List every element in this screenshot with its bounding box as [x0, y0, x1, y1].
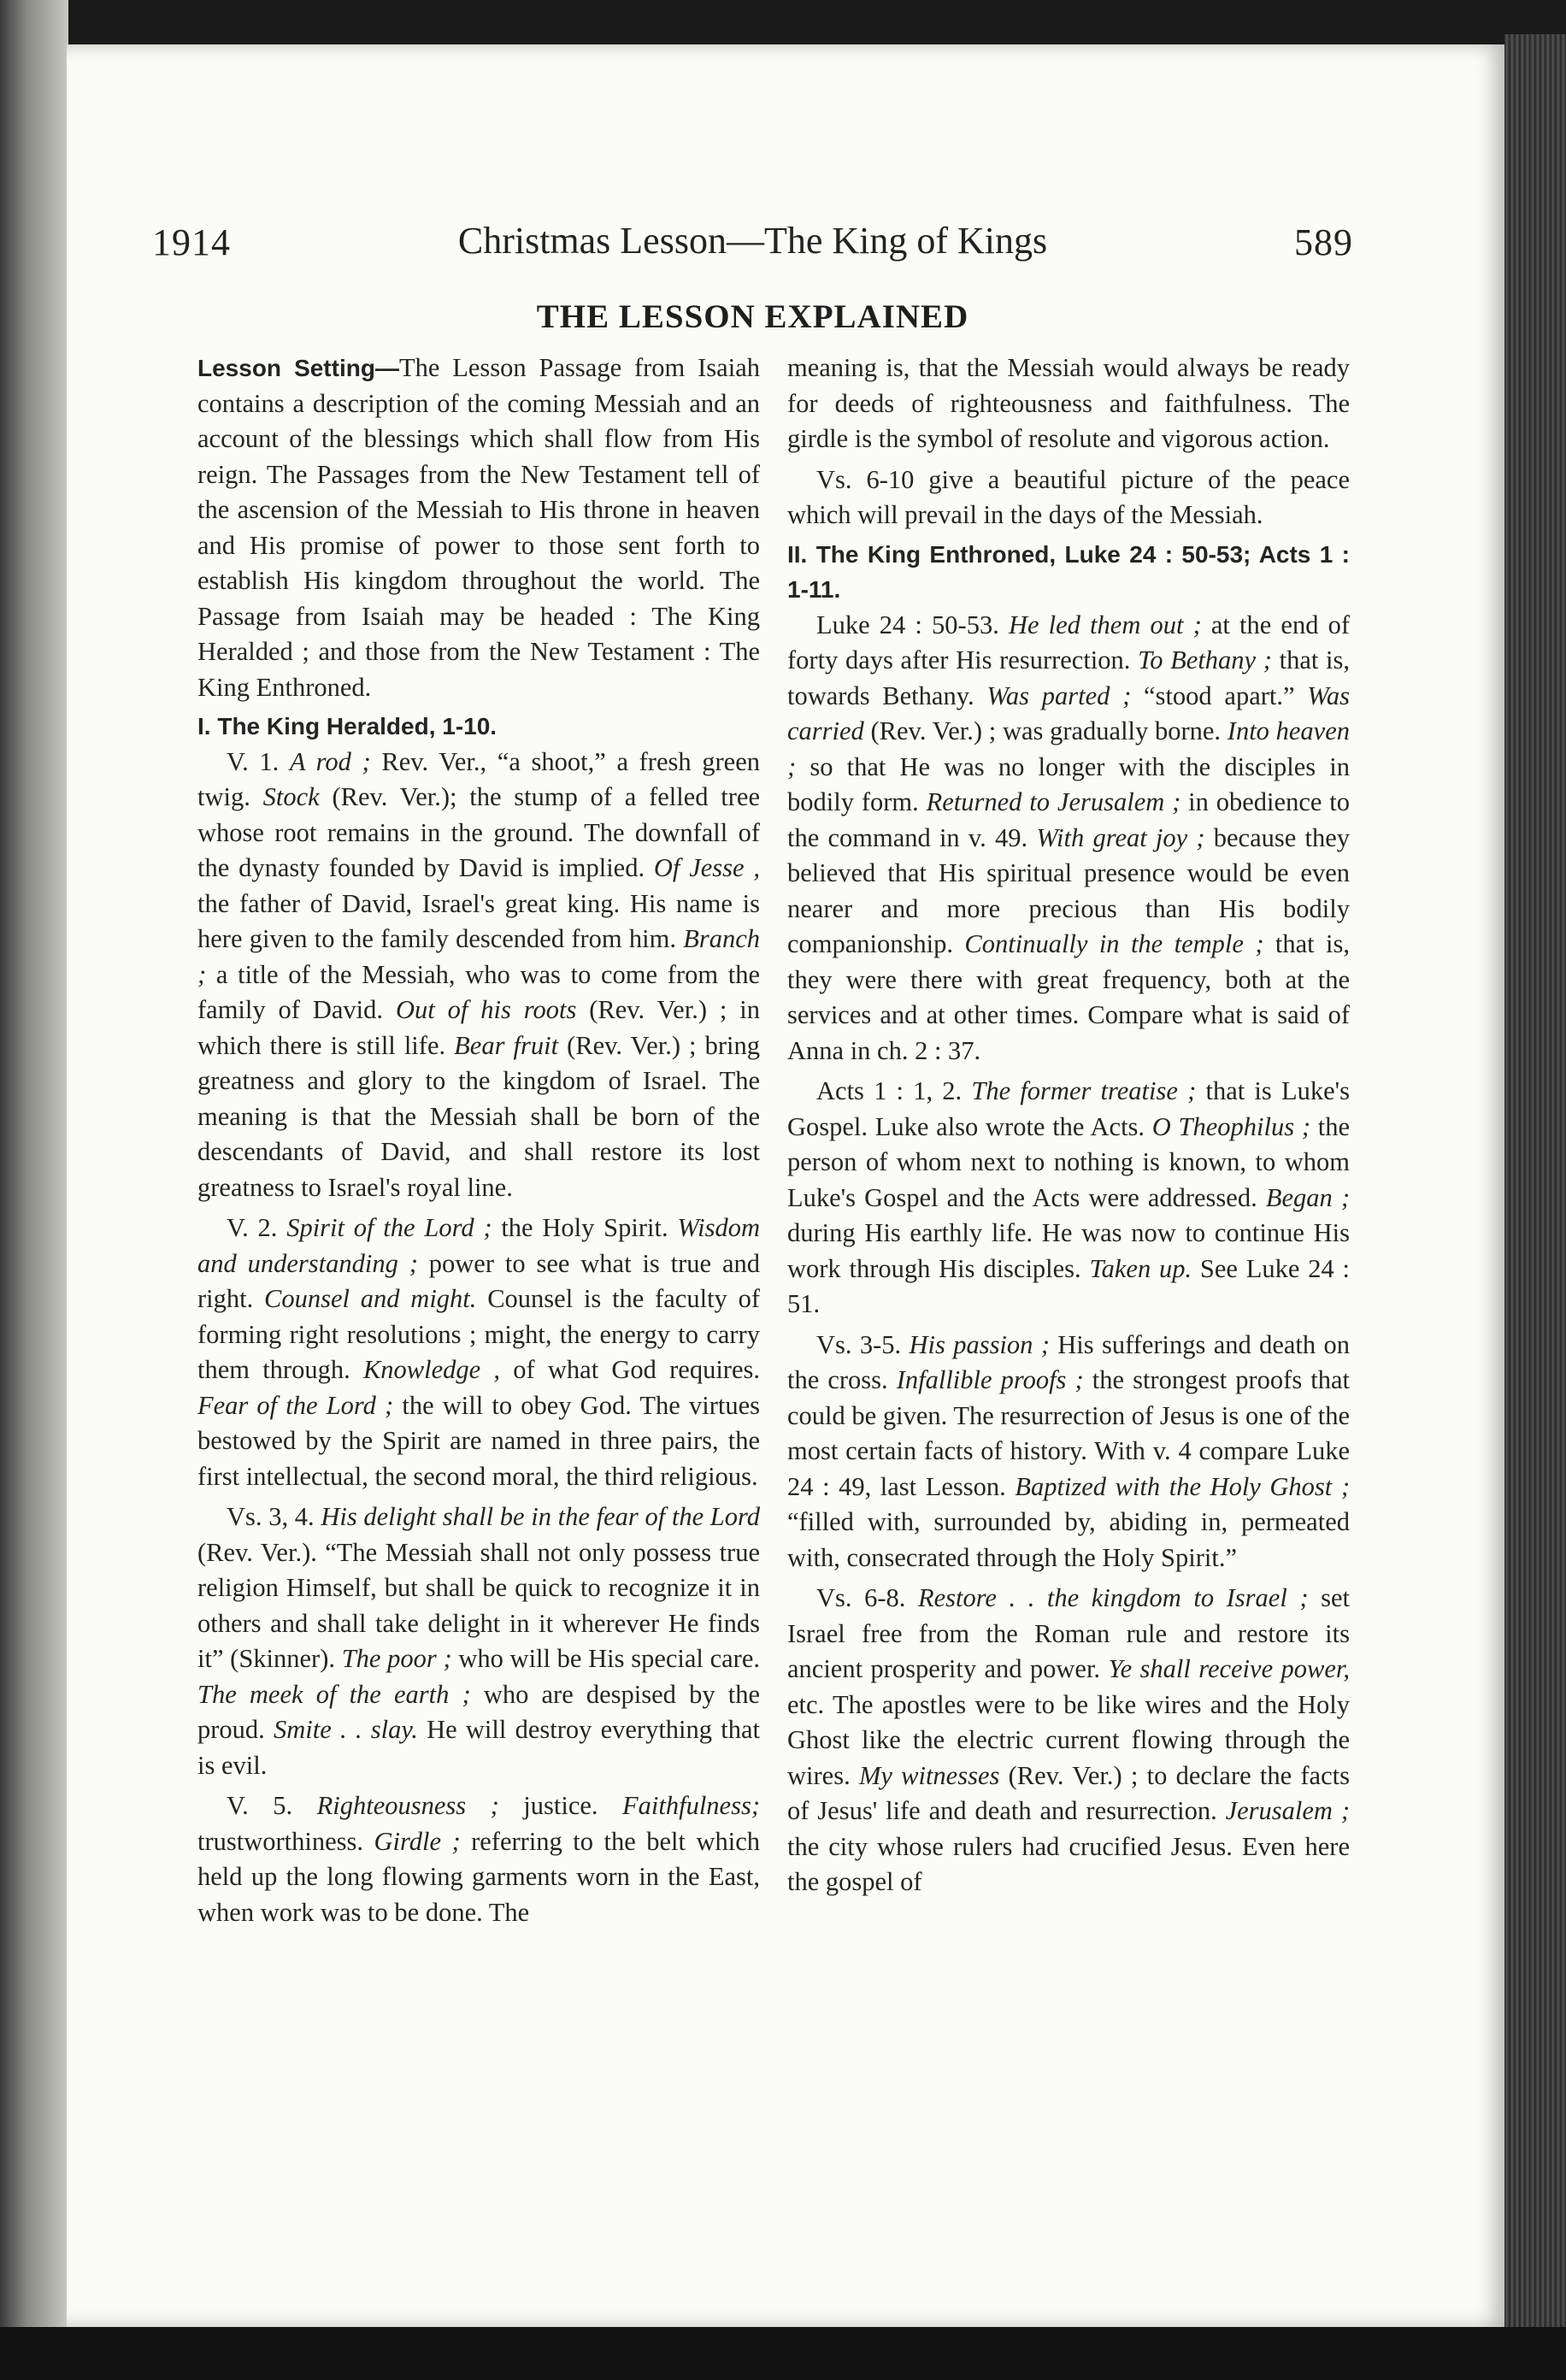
header-title: Christmas Lesson—The King of Kings [457, 220, 1048, 262]
page-edge [1504, 34, 1566, 2342]
luke-24-50-53: Luke 24 : 50-53. He led them out ; at the end of forty days after His resurrection. To Bethany ; that is, towards Bethany. Was parted ; “stood apart.” Was carried (Rev. Ver.) ; was gradually borne. Into heaven ; so that He was no longer with the disciples in bodily form. Returned to Jerusalem ; in obedience to the command in v. 49. With great joy ; because they believed that His spiritual presence would be even nearer and more precious than His bodily companionship. Continually in the temple ; that is, they were there with great frequency, both at the services and at other times. Compare what is said of Anna in ch. 2 : 37. [787, 610, 1350, 1065]
page-number: 589 [1294, 221, 1353, 263]
binding-gutter [0, 0, 68, 2380]
section-title: THE LESSON EXPLAINED [536, 298, 969, 335]
acts-1-1-2: Acts 1 : 1, 2. The former treatise ; that is Luke's Gospel. Luke also wrote the Acts. O Theophilus ; the person of whom next to nothing is known, to whom Luke's Gospel and the Acts were addressed. Began ; during His earthly life. He was now to continue His work through His disciples. Taken up. See Luke 24 : 51. [787, 1076, 1351, 1318]
verses-6-10: Vs. 6-10 give a beautiful picture of the peace which will prevail in the days of the Messiah. [787, 464, 1350, 529]
scan-border [0, 2327, 1566, 2380]
heading-king-enthroned: II. The King Enthroned, Luke 24 : 50-53; Acts 1 : 1-11. [787, 540, 1350, 603]
header-year: 1914 [152, 221, 231, 263]
verse-5: V. 5. Righteousness ; justice. Faithfulness; trustworthiness. Girdle ; referring to the belt which held up the long flowing garments worn in the East, when work was to be done. The [197, 1791, 760, 1927]
continuation: meaning is, that the Messiah would always be ready for deeds of righteousness and faithfulness. The girdle is the symbol of resolute and vigorous action. [787, 353, 1350, 453]
lesson-setting: Lesson Setting—The Lesson Passage from Isaiah contains a description of the coming Messiah and an account of the blessings which shall flow from His reign. The Passages from the New Testament tell of the ascension of the Messiah to His throne in heaven and His promise of power to those sent forth to establish His kingdom throughout the world. The Passage from Isaiah may be headed : The King Heralded ; and those from the New Testament : The King Enthroned. [197, 353, 760, 702]
heading-king-heralded: I. The King Heralded, 1-10. [197, 713, 497, 739]
verse-2: V. 2. Spirit of the Lord ; the Holy Spirit. Wisdom and understanding ; power to see what is true and right. Counsel and might. Counsel is the faculty of forming right resolutions ; might, the energy to carry them through. Knowledge , of what God requires. Fear of the Lord ; the will to obey God. The virtues bestowed by the Spirit are named in three pairs, the first intellectual, the second moral, the third religious. [197, 1213, 760, 1491]
verse-1: V. 1. A rod ; Rev. Ver., “a shoot,” a fresh green twig. Stock (Rev. Ver.); the stump of a felled tree whose root remains in the ground. The downfall of the dynasty founded by David is implied. Of Jesse , the father of David, Israel's great king. His name is here given to the family descended from him. Branch ; a title of the Messiah, who was to come from the family of David. Out of his roots (Rev. Ver.) ; in which there is still life. Bear fruit (Rev. Ver.) ; bring greatness and glory to the kingdom of Israel. The meaning is that the Messiah shall be born of the descendants of David, and shall restore its lost greatness to Israel's royal line. [197, 746, 760, 1202]
verses-6-8: Vs. 6-8. Restore . . the kingdom to Israel ; set Israel free from the Roman rule and restore its ancient prosperity and power. Ye shall receive power, etc. The apostles were to be like wires and the Holy Ghost like the electric current flowing through the wires. My witnesses (Rev. Ver.) ; to declare the facts of Jesus' life and death and resurrection. Jerusalem ; the city whose rulers had crucified Jesus. Even here the gospel of [787, 1583, 1350, 1896]
verses-3-5: Vs. 3-5. His passion ; His sufferings and death on the cross. Infallible proofs ; the strongest proofs that could be given. The resurrection of Jesus is one of the most certain facts of history. With v. 4 compare Luke 24 : 49, last Lesson. Baptized with the Holy Ghost ; “filled with, surrounded by, abiding in, permeated with, consecrated through the Holy Spirit.” [787, 1329, 1351, 1572]
running-header [152, 212, 1353, 280]
verses-3-4: Vs. 3, 4. His delight shall be in the fear of the Lord (Rev. Ver.). “The Messiah shall not only possess true religion Himself, but shall be quick to recognize it in others and shall take delight in it wherever He finds it” (Skinner). The poor ; who will be His special care. The meek of the earth ; who are despised by the proud. Smite . . slay. He will destroy everything that is evil. [197, 1502, 761, 1780]
left-column [197, 351, 760, 1930]
right-column [787, 351, 1350, 1900]
